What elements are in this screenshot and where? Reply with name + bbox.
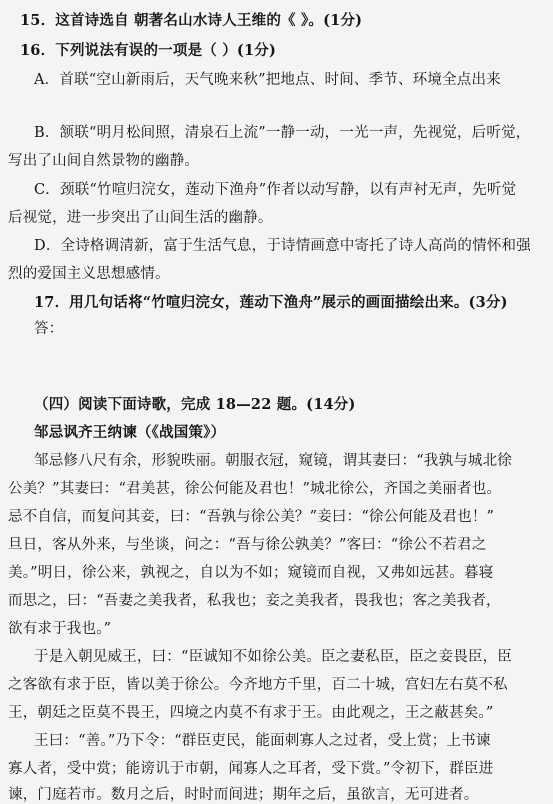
passage-p1-line: 邹忌修八尺有余，形貌昳丽。朝服衣冠，窥镜，谓其妻曰：“我孰与城北徐 [34,453,513,469]
passage-p1-line: 而思之，曰：“吾妻之美我者，私我也；妾之美我者，畏我也；客之美我者， [8,593,501,609]
answer-label: 答： [34,321,64,337]
passage-p1-line: 旦日，客从外来，与坐谈，问之：“吾与徐公孰美？”客曰：“徐公不若君之 [8,537,487,553]
option-b-line-2: 写出了山间自然景物的幽静。 [8,153,200,169]
option-b-line-1: B．颔联“明月松间照，清泉石上流”一静一动，一光一声，先视觉，后听觉， [34,125,531,141]
passage-p2-line: 于是入朝见威王，曰：“臣诚知不如徐公美。臣之妻私臣，臣之妾畏臣，臣 [34,649,513,665]
passage-p3-line: 王曰：“善。”乃下令：“群臣吏民，能面刺寡人之过者，受上赏；上书谏 [34,733,491,749]
passage-p2-line: 之客欲有求于臣，皆以美于徐公。今齐地方千里，百二十城，宫妇左右莫不私 [8,677,508,693]
question-17: 17．用几句话将“竹喧归浣女，莲动下渔舟”展示的画面描绘出来。(3分) [34,294,508,311]
passage-p3-line: 寡人者，受中赏；能谤讥于市朝，闻寡人之耳者，受下赏。”令初下，群臣进 [8,761,494,777]
passage-p2-line: 王，朝廷之臣莫不畏王，四境之内莫不有求于王。由此观之，王之蔽甚矣。” [8,705,494,721]
passage-p1-line: 欲有求于我也。” [8,621,112,637]
passage-p3-line: 谏，门庭若市。数月之后，时时而间进；期年之后，虽欲言，无可进者。 [8,787,479,803]
passage-p1-line: 忌不自信，而复问其妾，曰：“吾孰与徐公美？”妾曰：“徐公何能及君也！” [8,509,495,525]
option-d-line-1: D．全诗格调清新，富于生活气息，于诗情画意中寄托了诗人高尚的情怀和强 [34,238,531,254]
option-d-line-2: 烈的爱国主义思想感情。 [8,266,170,282]
section-4-heading: （四）阅读下面诗歌，完成 18—22 题。(14分) [34,396,356,413]
passage-title: 邹忌讽齐王纳谏（《战国策》） [34,424,226,441]
question-16: 16．下列说法有误的一项是（ ）(1分) [20,42,277,59]
option-c-line-1: C．颈联“竹喧归浣女，莲动下渔舟”作者以动写静，以有声衬无声，先听觉 [34,182,517,198]
passage-p1-line: 美。”明日，徐公来，孰视之，自以为不如；窥镜而自视，又弗如远甚。暮寝 [8,565,494,581]
passage-p1-line: 公美？”其妻曰：“君美甚，徐公何能及君也！”城北徐公，齐国之美丽者也。 [8,481,502,497]
option-c-line-2: 后视觉，进一步突出了山间生活的幽静。 [8,210,273,226]
option-a: A．首联“空山新雨后，天气晚来秋”把地点、时间、季节、环境全点出来 [34,72,501,88]
question-15: 15．这首诗选自 朝著名山水诗人王维的《 》。(1分) [20,12,363,29]
